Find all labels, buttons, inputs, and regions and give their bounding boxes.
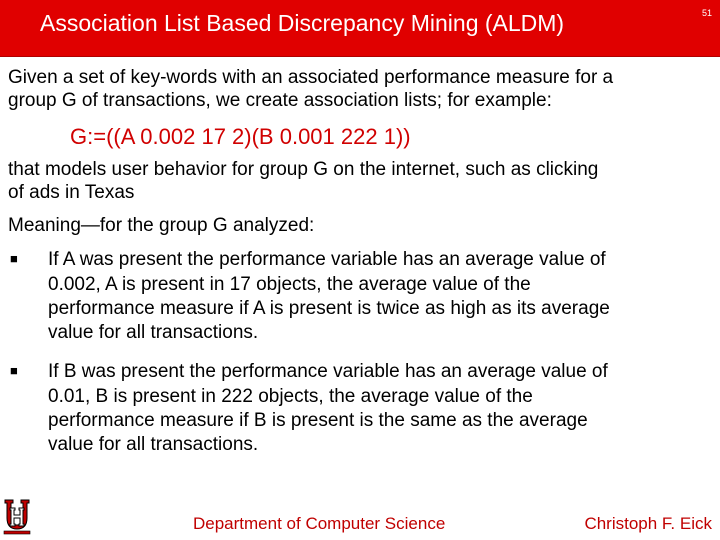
university-of-houston-logo-icon (2, 498, 32, 536)
example-association-list: G:=((A 0.002 17 2)(B 0.001 222 1)) (70, 124, 411, 149)
meaning-heading: Meaning—for the group G analyzed: (8, 215, 315, 236)
bullet-1-line-4: value for all transactions. (48, 322, 259, 343)
model-line-1: that models user behavior for group G on the internet, such as clicking (8, 159, 599, 180)
title-bar (0, 0, 720, 57)
bullet-1-line-1: If A was present the performance variable has an average value of (48, 249, 606, 270)
intro-line-1: Given a set of key-words with an associated performance measure for a (8, 67, 614, 88)
slide-title: Association List Based Discrepancy Mining (ALDM) (40, 10, 565, 36)
bullet-marker-1: ■ (10, 251, 18, 266)
bullet-1-line-2: 0.002, A is present in 17 objects, the average value of the (48, 274, 531, 295)
footer-department: Department of Computer Science (193, 514, 446, 533)
bullet-1-line-3: performance measure if A is present is twice as high as its average (48, 298, 610, 319)
model-line-2: of ads in Texas (8, 182, 135, 203)
bullet-2-line-1: If B was present the performance variable has an average value of (48, 361, 608, 382)
bullet-2-line-3: performance measure if B is present is the same as the average (48, 410, 588, 431)
slide-number: 51 (701, 8, 712, 18)
bullet-marker-2: ■ (10, 363, 18, 378)
bullet-2-line-4: value for all transactions. (48, 434, 259, 455)
intro-line-2: group G of transactions, we create association lists; for example: (8, 90, 552, 111)
footer-author: Christoph F. Eick (584, 514, 712, 533)
bullet-2-line-2: 0.01, B is present in 222 objects, the average value of the (48, 386, 533, 407)
